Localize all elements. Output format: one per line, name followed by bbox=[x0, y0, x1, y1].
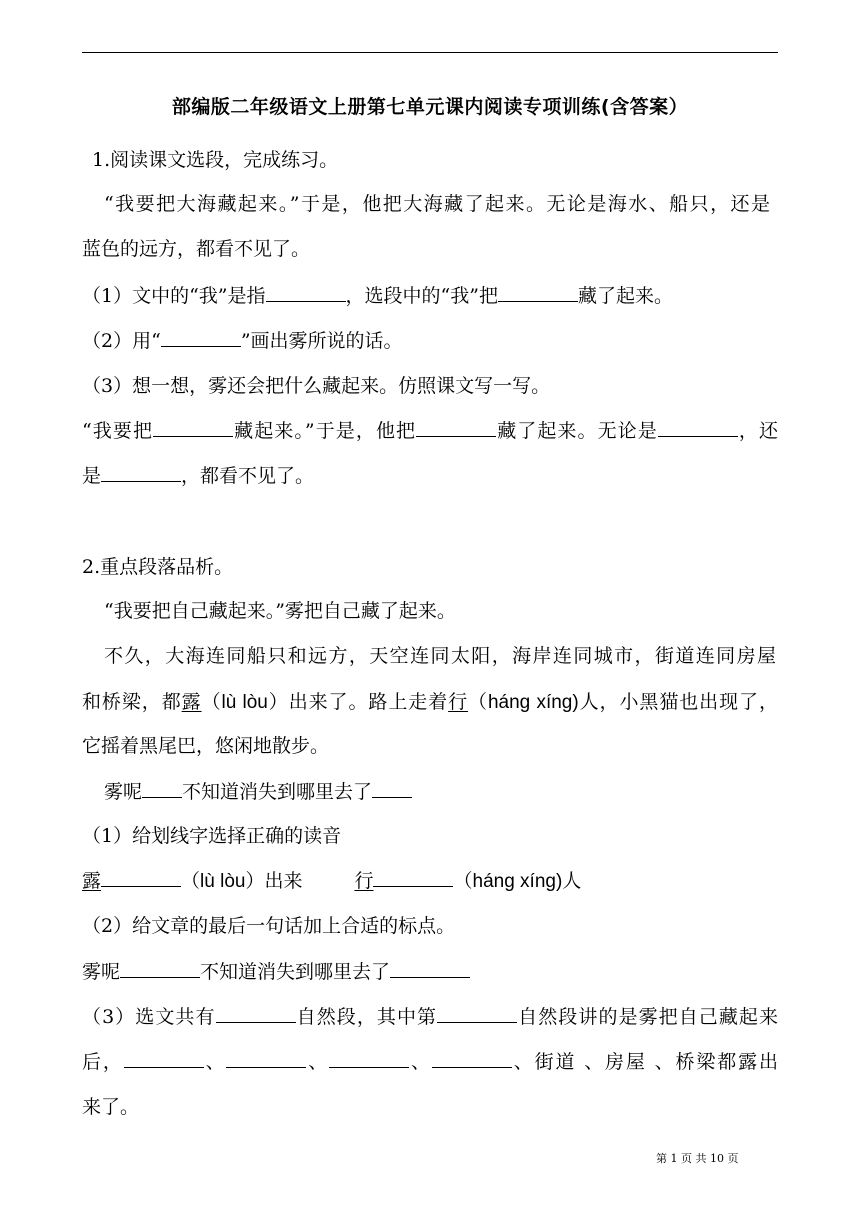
answer-blank[interactable] bbox=[437, 1004, 517, 1023]
q1-sub2-text-b: ”画出雾所说的话。 bbox=[240, 330, 403, 352]
underlined-char: 行 bbox=[448, 691, 469, 713]
underlined-char: 行 bbox=[354, 870, 374, 892]
document-title: 部编版二年级语文上册第七单元课内阅读专项训练(含答案） bbox=[171, 96, 689, 118]
answer-blank[interactable] bbox=[226, 1049, 306, 1068]
text-span: 自然段，其中第 bbox=[295, 1006, 438, 1028]
separator: 、 bbox=[203, 1051, 227, 1073]
answer-blank[interactable] bbox=[120, 959, 200, 978]
q1-sub3-text-a: “我要把 bbox=[82, 420, 154, 442]
text-span: （ bbox=[468, 691, 488, 713]
text-span: 不知道消失到哪里去了 bbox=[182, 781, 373, 803]
answer-blank[interactable] bbox=[161, 328, 241, 347]
text-span: 和桥梁，都 bbox=[82, 691, 182, 713]
q1-sub1-text-c: 藏了起来。 bbox=[577, 285, 673, 307]
q2-para-3 bbox=[104, 778, 412, 806]
pinyin-options: lù lòu bbox=[221, 692, 268, 713]
answer-blank[interactable] bbox=[432, 1049, 512, 1068]
answer-blank[interactable] bbox=[658, 418, 738, 437]
text-span: 人 bbox=[562, 870, 582, 892]
underlined-char: 露 bbox=[181, 691, 202, 713]
text-span: 雾呢 bbox=[104, 781, 143, 803]
q1-sub1 bbox=[82, 282, 673, 310]
q1-sub3-text-f: ，都看不见了。 bbox=[181, 465, 315, 487]
pinyin-options: lù lòu bbox=[200, 871, 246, 892]
q1-sub3-line-2 bbox=[82, 462, 314, 490]
q2-sub1: （1）给划线字选择正确的读音 bbox=[82, 825, 342, 847]
answer-blank[interactable] bbox=[372, 779, 412, 798]
q1-sub3-line-1 bbox=[82, 417, 778, 445]
answer-blank[interactable] bbox=[124, 1049, 204, 1068]
text-span: （ bbox=[181, 870, 201, 892]
q2-para-1: “我要把自己藏起来。”雾把自己藏了起来。 bbox=[104, 600, 456, 622]
answer-blank[interactable] bbox=[216, 1004, 296, 1023]
q2-sub2-answer bbox=[82, 958, 470, 986]
q2-sub1-answer bbox=[82, 867, 581, 896]
answer-blank[interactable] bbox=[101, 868, 181, 887]
text-span: ）出来 bbox=[245, 870, 303, 892]
header-rule bbox=[82, 52, 778, 53]
answer-blank[interactable] bbox=[266, 283, 346, 302]
answer-blank[interactable] bbox=[153, 418, 233, 437]
pinyin-options: háng xíng) bbox=[487, 692, 579, 713]
separator: 、 bbox=[409, 1051, 432, 1073]
page-footer: 第 1 页 共 10 页 bbox=[656, 1152, 739, 1165]
text-span: 自然段讲的是雾把自己藏起来 bbox=[517, 1006, 778, 1028]
q1-sub3-text-b: 藏起来。”于是，他把 bbox=[233, 420, 417, 442]
answer-blank[interactable] bbox=[416, 418, 496, 437]
q2-para-2-line-3: 它摇着黑尾巴，悠闲地散步。 bbox=[82, 735, 330, 757]
q1-sub1-text-a: （1）文中的“我”是指 bbox=[82, 285, 266, 307]
answer-blank[interactable] bbox=[101, 463, 181, 482]
answer-blank[interactable] bbox=[142, 779, 182, 798]
q2-sub3-line-2 bbox=[82, 1048, 778, 1076]
q2-heading: 2.重点段落品析。 bbox=[82, 556, 234, 578]
text-span: （3）选文共有 bbox=[82, 1006, 216, 1028]
q1-sub3-text-e: 是 bbox=[82, 465, 102, 487]
q1-passage-line-2: 蓝色的远方，都看不见了。 bbox=[82, 238, 311, 260]
q1-heading: 1.阅读课文选段，完成练习。 bbox=[92, 149, 339, 171]
q2-para-2-line-2 bbox=[82, 688, 778, 717]
text-span: 、街道 、房屋 、桥梁都露出 bbox=[511, 1051, 778, 1073]
q1-sub1-text-b: ，选段中的“我”把 bbox=[345, 285, 498, 307]
separator: 、 bbox=[306, 1051, 330, 1073]
q1-sub2 bbox=[82, 327, 403, 355]
q2-sub3-line-1 bbox=[82, 1003, 778, 1031]
text-span: （ bbox=[453, 870, 473, 892]
answer-blank[interactable] bbox=[329, 1049, 409, 1068]
answer-blank[interactable] bbox=[390, 959, 470, 978]
text-span: 雾呢 bbox=[82, 961, 121, 983]
underlined-char: 露 bbox=[82, 870, 102, 892]
text-span: 人，小黑猫也出现了， bbox=[578, 691, 778, 713]
q1-sub2-text-a: （2）用“ bbox=[82, 330, 161, 352]
pinyin-options: háng xíng) bbox=[472, 871, 563, 892]
text-span: ）出来了。路上走着 bbox=[267, 691, 449, 713]
q2-sub2: （2）给文章的最后一句话加上合适的标点。 bbox=[82, 915, 456, 937]
q1-sub3-text-d: ，还 bbox=[737, 420, 778, 442]
answer-blank[interactable] bbox=[373, 868, 453, 887]
q2-sub3-line-3: 来了。 bbox=[82, 1096, 140, 1118]
q1-sub3: （3）想一想，雾还会把什么藏起来。仿照课文写一写。 bbox=[82, 375, 551, 397]
q2-para-2-line-1: 不久，大海连同船只和远方，天空连同太阳，海岸连同城市，街道连同房屋 bbox=[104, 645, 776, 667]
q1-sub3-text-c: 藏了起来。无论是 bbox=[496, 420, 658, 442]
text-span: （ bbox=[201, 691, 222, 713]
text-span: 后， bbox=[82, 1051, 124, 1073]
q1-passage-line-1: “我要把大海藏起来。”于是，他把大海藏了起来。无论是海水、船只，还是 bbox=[104, 193, 770, 215]
text-span: 不知道消失到哪里去了 bbox=[200, 961, 391, 983]
answer-blank[interactable] bbox=[498, 283, 578, 302]
